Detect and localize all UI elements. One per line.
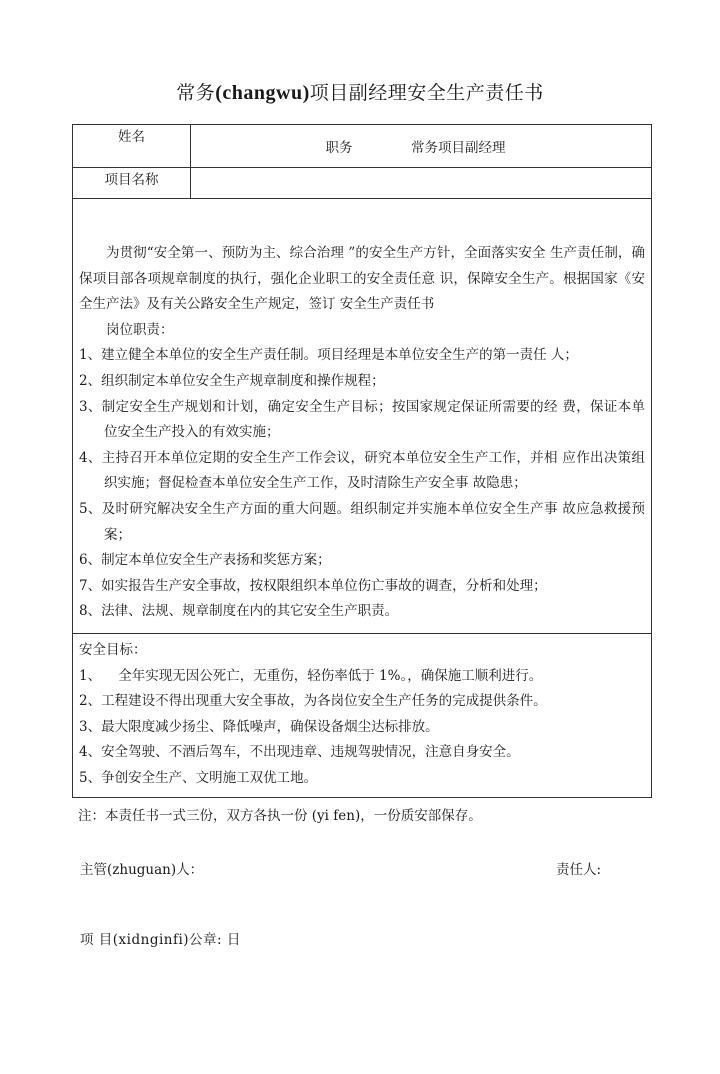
document-title	[0, 78, 720, 105]
position-value: 常务项目副经理	[411, 140, 506, 156]
target-item: 5、争创安全生产、文明施工双优工地。	[79, 769, 318, 786]
targets-cell	[73, 633, 652, 798]
duty-item: 6、制定本单位安全生产表扬和奖惩方案；	[79, 552, 331, 569]
duty-item: 7、如实报告生产安全事故，按权限组织本单位伤亡事故的调查，分析和处理；	[79, 577, 547, 594]
copies-note: 注：本责任书一式三份，双方各执一份 (yi fen)，一份质安部保存。	[78, 808, 482, 824]
duty-item: 4、主持召开本单位定期的安全生产工作会议，研究本单位安全生产工作，并相 应作出决策组织实施；督促检查本单位安全生产工作，及时清除生产安全事 故隐患；	[79, 449, 645, 492]
targets-row	[73, 633, 652, 798]
title-prefix: 常务	[176, 82, 216, 104]
responsibility-table	[72, 124, 652, 798]
duties-row	[73, 199, 652, 634]
targets-list	[79, 664, 645, 792]
duty-item: 1、建立健全本单位的安全生产责任制。项目经理是本单位安全生产的第一责任 人；	[79, 347, 578, 364]
duties-list	[79, 343, 645, 625]
targets-heading: 安全目标：	[79, 641, 147, 658]
duty-item: 8、法律、法规、规章制度在内的其它安全生产职责。	[79, 603, 399, 620]
duty-item: 5、及时研究解决安全生产方面的重大问题。组织制定并实施本单位安全生产事 故应急救援预案；	[79, 500, 645, 543]
project-seal: 项 目(xidnginfi)公章: 日	[80, 932, 241, 948]
duty-item: 2、组织制定本单位安全生产规章制度和操作规程；	[79, 372, 385, 389]
supervisor-signature: 主管(zhuguan)人：	[80, 862, 204, 878]
project-value	[191, 168, 652, 199]
title-pinyin: (changwu)	[215, 82, 310, 104]
name-label: 姓名	[73, 125, 191, 168]
target-item: 2、工程建设不得出现重大安全事故，为各岗位安全生产任务的完成提供条件。	[79, 693, 547, 710]
duty-item: 3、制定安全生产规划和计划，确定安全生产目标；按国家规定保证所需要的经 费，保证本单位安全生产投入的有效实施；	[79, 398, 645, 441]
intro-paragraph: 为贯彻“安全第一、预防为主、综合治理 ”的安全生产方针，全面落实安全 生产责任制，确保项目部各项规章制度的执行，强化企业职工的安全责任意 识，保障安全生产。根据国家《安全生产法》及有关公路安全生产规定，签订 安全生产责任书	[79, 245, 645, 313]
responsible-signature: 责任人:	[556, 862, 602, 878]
name-position-cell	[191, 125, 652, 168]
project-row	[73, 168, 652, 199]
duties-cell	[73, 199, 652, 634]
position-label: 职务	[325, 140, 353, 156]
name-row	[73, 125, 652, 168]
project-label: 项目名称	[73, 168, 191, 199]
target-item: 4、安全驾驶、不酒后驾车，不出现违章、违规驾驶情况，注意自身安全。	[79, 744, 520, 761]
title-suffix: 项目副经理安全生产责任书	[309, 82, 544, 104]
target-item: 3、最大限度减少扬尘、降低噪声，确保设备烟尘达标排放。	[79, 718, 439, 735]
target-item: 1、 全年实现无因公死亡，无重伤，轻伤率低于 1%。，确保施工顺利进行。	[79, 667, 543, 684]
duties-heading: 岗位职责：	[106, 321, 174, 338]
